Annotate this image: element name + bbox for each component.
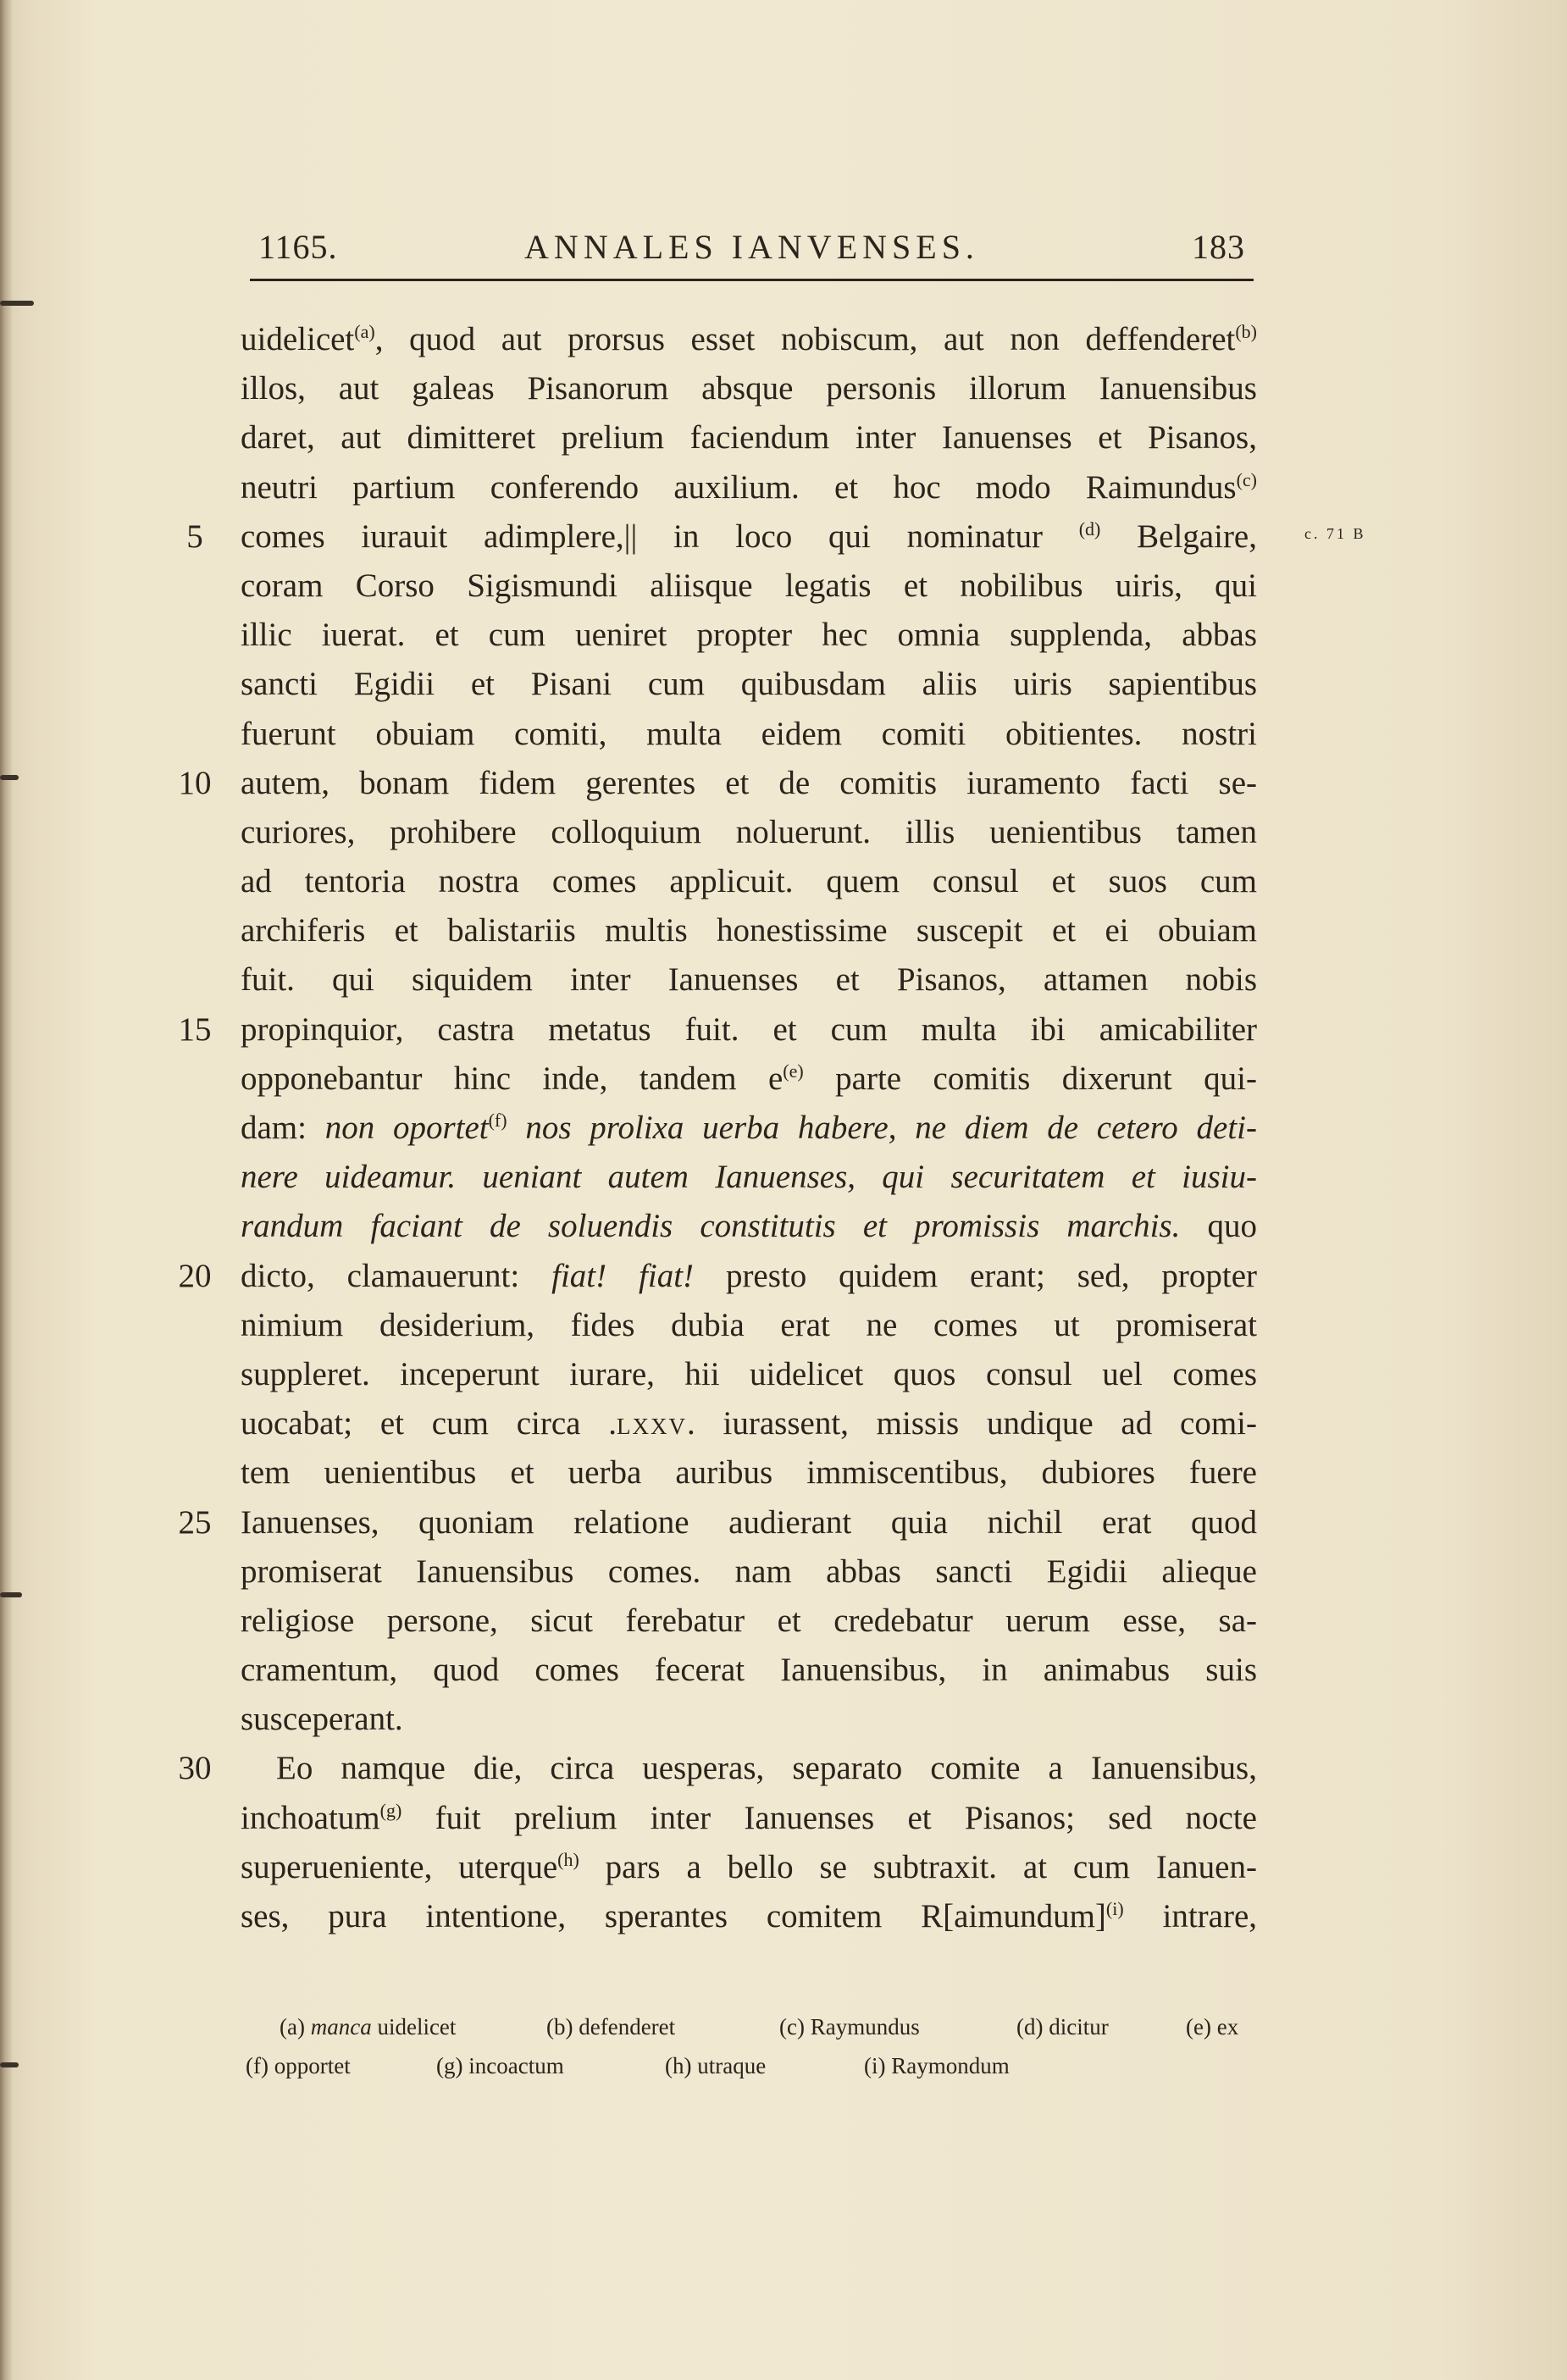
text-segment: nimium desiderium, fides dubia erat ne comes ut promiserat [241, 1306, 1257, 1343]
text-segment: promiserat Ianuensibus comes. nam abbas sancti Egidii alieque [241, 1553, 1257, 1590]
text-line [241, 1301, 1257, 1350]
text-line [241, 611, 1257, 660]
footnote-text: defenderet [579, 2014, 676, 2040]
line-number: 30 [178, 1750, 212, 1787]
footnote [779, 2007, 920, 2046]
text-segment: propinquior, castra metatus fuit. et cum multa ibi amicabiliter [241, 1010, 1257, 1048]
text-segment: autem, bonam fidem gerentes et de comitis iuramento facti se- [241, 764, 1257, 801]
footnote-mark: (h) [665, 2053, 692, 2078]
text-segment: suppleret. inceperunt iurare, hii uidelicet quos consul uel comes [241, 1355, 1257, 1392]
footnote-italic: manca [310, 2014, 372, 2040]
text-segment: uocabat; et cum circa . [241, 1405, 617, 1442]
text-segment: inchoatum [241, 1799, 380, 1836]
footnote [436, 2046, 564, 2085]
footnote-mark: (b) [546, 2014, 573, 2040]
footnote-text: opportet [274, 2053, 351, 2078]
text-line [241, 1547, 1257, 1597]
footnotes [246, 2007, 1262, 2085]
footnote-mark: (e) [1186, 2014, 1211, 2040]
italic-text: fiat! fiat! [551, 1257, 695, 1294]
line-number: 10 [178, 764, 212, 801]
text-segment: neutri partium conferendo auxilium. et hoc modo Raimundus [241, 468, 1237, 506]
italic-text: randum faciant de soluendis constitutis et promissis marchis. [241, 1208, 1181, 1245]
text-line [241, 1054, 1257, 1104]
footnote-mark: (c) [779, 2014, 805, 2040]
footnote-ref: (h) [557, 1848, 579, 1870]
text-line [241, 1399, 1257, 1448]
text-line [241, 1794, 1257, 1843]
text-segment: presto quidem erant; sed, propter [694, 1257, 1257, 1294]
text-line [241, 1695, 1257, 1744]
roman-numeral: lxxv [617, 1405, 687, 1442]
footnote-ref: (b) [1235, 321, 1257, 342]
text-segment: illos, aut galeas Pisanorum absque personis illorum Ianuensibus [241, 370, 1257, 407]
text-segment: superueniente, uterque [241, 1848, 558, 1885]
binding-thread [0, 301, 34, 306]
text-line [241, 413, 1257, 462]
footnote-text: dicitur [1049, 2014, 1109, 2040]
text-line [241, 364, 1257, 413]
text-segment: uidelicet [241, 321, 355, 357]
text-segment: parte comitis dixerunt qui- [803, 1060, 1257, 1097]
text-line [241, 1104, 1257, 1153]
text-line [178, 1005, 1257, 1054]
footnote [1186, 2007, 1238, 2046]
footnote-ref: (g) [379, 1799, 402, 1821]
footnote-row [246, 2046, 1262, 2085]
running-header [250, 219, 1254, 269]
text-segment: Eo namque die, circa uesperas, separato comite a Ianuensibus, [276, 1750, 1257, 1787]
line-number: 25 [178, 1503, 212, 1541]
text-line [241, 463, 1257, 512]
italic-text: nere uideamur. ueniant autem Ianuenses, qui securitatem et iusiu- [241, 1159, 1257, 1196]
footnote-text: utraque [697, 2053, 767, 2078]
text-segment: cramentum, quod comes fecerat Ianuensibus, in animabus suis [241, 1652, 1257, 1689]
text-segment: intrare, [1123, 1898, 1258, 1934]
italic-text: non oportet [324, 1110, 489, 1146]
footnote-ref: (c) [1236, 468, 1257, 490]
text-segment: Ianuenses, quoniam relatione audierant quia nichil erat quod [241, 1503, 1257, 1541]
header-rule [250, 279, 1254, 281]
text-segment: religiose persone, sicut ferebatur et credebatur uerum esse, sa- [241, 1602, 1257, 1639]
footnote-ref: (e) [783, 1060, 804, 1082]
text-line [186, 512, 1257, 562]
text-line [241, 1448, 1257, 1497]
header-year: 1165. [258, 228, 338, 266]
text-segment: , quod aut prorsus esset nobiscum, aut non deffenderet [374, 321, 1236, 357]
text-segment: Belgaire, [1100, 518, 1257, 555]
footnote-mark: (f) [246, 2053, 269, 2078]
text-line [241, 710, 1257, 759]
footnote-ref: (d) [1078, 518, 1101, 540]
text-line [178, 1744, 1257, 1793]
footnote [864, 2046, 1010, 2085]
binding-thread [0, 2062, 19, 2067]
footnote-mark: (a) [280, 2014, 305, 2040]
footnote-text: uidelicet [377, 2014, 457, 2040]
text-line [241, 315, 1257, 364]
text-line [241, 857, 1257, 906]
footnote [665, 2046, 766, 2085]
footnote-mark: (g) [436, 2053, 463, 2078]
text-line [241, 1646, 1257, 1695]
footnote-mark: (i) [864, 2053, 886, 2078]
text-line [241, 562, 1257, 611]
text-line [241, 1892, 1257, 1941]
text-segment: fuit. qui siquidem inter Ianuenses et Pisanos, attamen nobis [241, 961, 1257, 999]
text-segment: ses, pura intentione, sperantes comitem R[aimundum] [241, 1898, 1106, 1934]
italic-text: nos prolixa uerba habere, ne diem de cetero deti- [507, 1110, 1257, 1146]
line-number: 5 [186, 518, 203, 555]
text-line [241, 1843, 1257, 1892]
text-segment: archiferis et balistariis multis honestissime suscepit et ei obuiam [241, 912, 1257, 949]
page-number: 183 [1192, 228, 1245, 266]
text-segment: dicto, clamauerunt: [241, 1257, 552, 1294]
main-text [178, 315, 1258, 1941]
binding-thread [0, 1592, 22, 1597]
footnote-row [246, 2007, 1262, 2046]
line-number: 15 [178, 1010, 212, 1048]
footnote [546, 2007, 675, 2046]
footnote [280, 2007, 456, 2046]
text-line [241, 906, 1257, 955]
text-line [241, 660, 1257, 709]
binding-thread [0, 775, 19, 780]
footnote-ref: (a) [354, 321, 375, 342]
text-segment: dam: [241, 1110, 325, 1146]
text-segment: curiores, prohibere colloquium noluerunt. illis uenientibus tamen [241, 813, 1257, 850]
text-segment: . iurassent, missis undique ad comi- [687, 1405, 1257, 1442]
text-line [241, 955, 1257, 1005]
text-segment: fuit prelium inter Ianuenses et Pisanos; sed nocte [401, 1799, 1257, 1836]
footnote [246, 2046, 351, 2085]
footnote-text: Raymondum [891, 2053, 1010, 2078]
text-line [241, 1153, 1257, 1202]
text-segment: quo [1180, 1208, 1258, 1245]
text-segment: opponebantur hinc inde, tandem e [241, 1060, 784, 1097]
text-segment: ad tentoria nostra comes applicuit. quem consul et suos cum [241, 863, 1257, 900]
text-segment: illic iuerat. et cum ueniret propter hec omnia supplenda, abbas [241, 617, 1257, 654]
footnote-ref: (f) [488, 1110, 507, 1131]
footnote [1016, 2007, 1109, 2046]
text-segment: coram Corso Sigismundi aliisque legatis et nobilibus uiris, qui [241, 567, 1257, 604]
text-segment: tem uenientibus et uerba auribus immiscentibus, dubiores fuere [241, 1454, 1257, 1492]
text-line [241, 808, 1257, 857]
text-segment: daret, aut dimitteret prelium faciendum inter Ianuenses et Pisanos, [241, 419, 1257, 457]
text-segment: fuerunt obuiam comiti, multa eidem comiti obitientes. nostri [241, 715, 1257, 752]
text-line [178, 759, 1257, 808]
text-line [241, 1202, 1257, 1251]
footnote-text: ex [1216, 2014, 1239, 2040]
line-number: 20 [178, 1257, 212, 1294]
text-segment: sancti Egidii et Pisani cum quibusdam aliis uiris sapientibus [241, 666, 1257, 703]
text-line [241, 1597, 1257, 1646]
text-segment: comes iurauit adimplere,|| in loco qui nominatur [241, 518, 1079, 555]
footnote-text: Raymundus [810, 2014, 920, 2040]
book-spine-edge [0, 0, 12, 2380]
footnote-ref: (i) [1105, 1898, 1124, 1919]
text-line [178, 1498, 1257, 1547]
footnote-mark: (d) [1016, 2014, 1044, 2040]
text-segment: pars a bello se subtraxit. at cum Ianuen- [579, 1848, 1257, 1885]
text-line [178, 1252, 1257, 1301]
text-segment: susceperant. [241, 1701, 403, 1738]
text-line [241, 1350, 1257, 1399]
header-title: ANNALES IANVENSES. [524, 228, 979, 266]
margin-note: c. 71 B [1304, 525, 1366, 542]
footnote-text: incoactum [468, 2053, 564, 2078]
